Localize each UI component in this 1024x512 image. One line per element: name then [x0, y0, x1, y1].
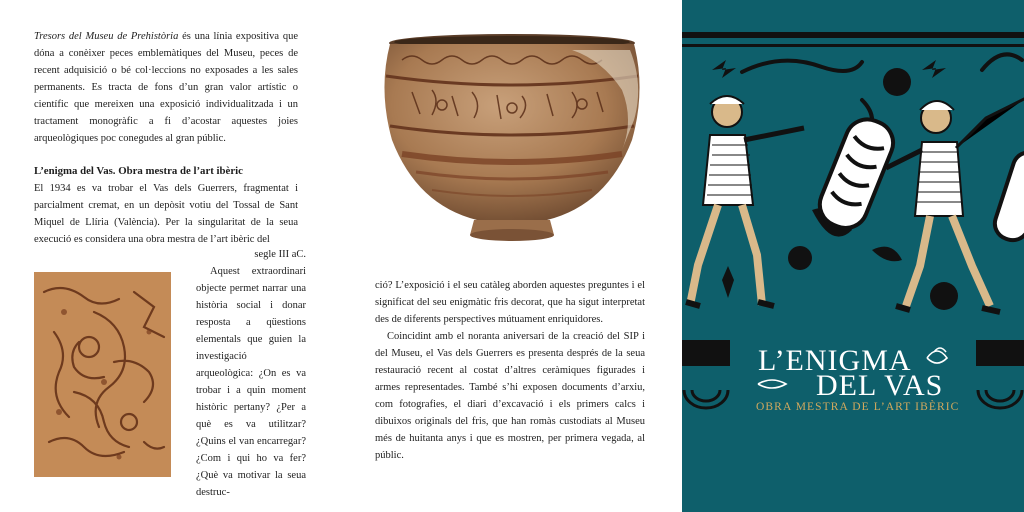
paragraph-questions: [196, 246, 306, 501]
paragraph-questions-text: Aquest extraordinari objecte permet narrar una història social i donar resposta a qüestions elementals que guien la investigació arqueològica: ¿On es va trobar i a quin moment històric pertany? ¿Per a què es va utilitzar? ¿Quins el van encarregar? ¿Com i qui ho va fer? ¿Què va motivar la seua destruc-: [196, 266, 306, 498]
ceramic-vase-photo: [372, 30, 652, 250]
intro-text: és una línia expositiva que dóna a conèixer peces emblemàtiques del Museu, peces de recent adquisició o bé col·leccions no exposades a les sales permanents. Es tracta de fons d’un gran valor artístic o científic que mereixen una exposició individualitzada i un tractament monogràfic a fi d’acostar aquestes joies arqueològiques poc conegudes al gran públic.: [34, 31, 298, 144]
cover-title-line1: L’ENIGMA: [758, 344, 912, 377]
cover-subtitle: OBRA MESTRA DE L’ART IBÈRIC: [756, 401, 960, 413]
cover-panel: [682, 0, 1024, 512]
warrior-left: [686, 96, 804, 306]
warrior-frieze-illustration: [682, 0, 1024, 512]
century-line: segle III aC.: [254, 249, 306, 260]
section-heading: L’enigma del Vas. Obra mestra de l’art ibèric: [34, 165, 243, 177]
intro-paragraph: [34, 28, 298, 147]
paragraph-discovery: [34, 180, 298, 248]
paragraph-column2: [375, 277, 645, 464]
cover-title-line2: DEL VAS: [816, 369, 944, 402]
vase-frieze-detail-photo: [34, 272, 171, 477]
paragraph-discovery-text: El 1934 es va trobar el Vas dels Guerrers, fragmentat i parcialment cremat, en un depòsit votiu del Tossal de Sant Miquel de Llíria (València). Per la singularitat de la seua execució es considera una obra mestra de l’art ibèric del: [34, 183, 298, 245]
paragraph-questions-cont: ció? L’exposició i el seu catàleg aborden aquestes preguntes i el significat del seu enigmàtic fris decorat, que ha sigut interpretat des de diferents perspectives mútuament enriquidores.: [375, 280, 645, 325]
paragraph-anniversary: Coincidint amb el noranta aniversari de la creació del SIP i del Museu, el Vas dels Guerrers es presenta després de la seua restauració recent al costat d’altres ceràmiques figurades i armes representades. També s’hi exposen documents d’arxiu, com fotografies, el diari d’excavació i els primers calcs i dibuixos originals del fris, que han romàs custodiats al Museu més de huitanta anys i que es mostren, per primera vegada, al públic.: [375, 331, 645, 461]
intro-title: Tresors del Museu de Prehistòria: [34, 31, 179, 42]
